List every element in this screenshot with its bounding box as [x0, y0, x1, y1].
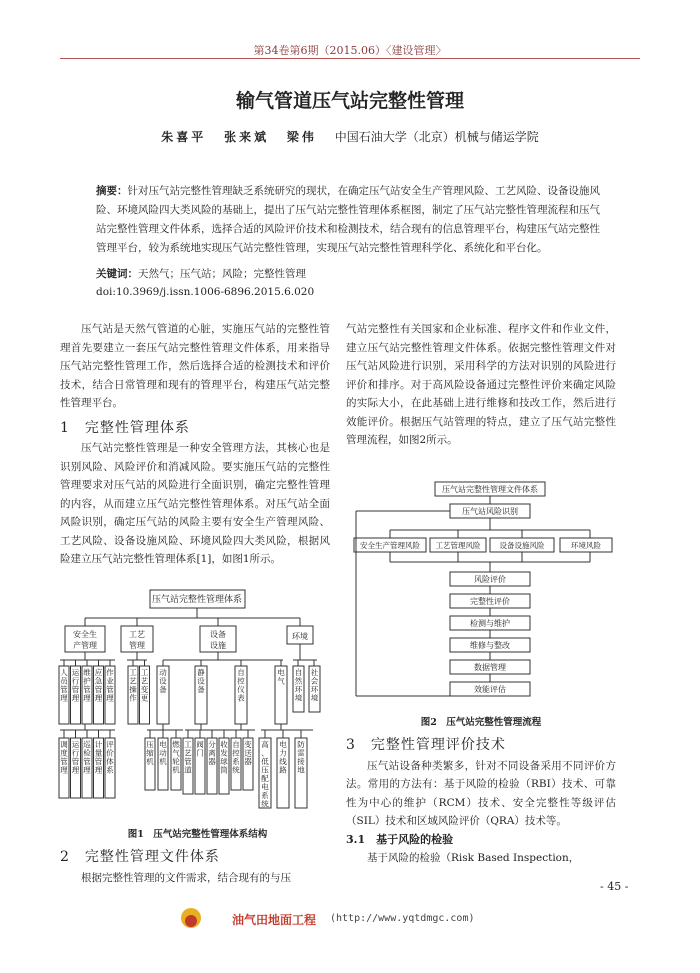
fig2-step-4: 数据管理 — [474, 663, 506, 672]
fig2-step-2: 检测与维护 — [470, 619, 510, 628]
fig1-l1-equip-b: 设施 — [210, 641, 226, 650]
fig2-risk-3: 设备设施风险 — [499, 541, 545, 550]
footer-brand: 油气田地面工程 — [232, 913, 317, 927]
journal-header: 第34卷第6期（2015.06）〈建设管理〉 — [253, 44, 447, 57]
fig1-stat-2: 分离器 — [208, 740, 216, 766]
fig1-stat-1: 阀门 — [196, 740, 204, 758]
fig1-elec-1: 电力线路 — [279, 740, 287, 775]
fig1-process-1: 工艺变更 — [140, 668, 149, 703]
header-rule — [60, 58, 640, 59]
author-line — [0, 128, 700, 145]
fig2-risk-1: 安全生产管理风险 — [360, 541, 420, 550]
fig1-stat-0: 工艺管道 — [184, 740, 192, 775]
author-3: 梁伟 — [286, 130, 317, 144]
fig1-env-1: 社会环境 — [310, 668, 319, 703]
fig1-root-label: 压气站完整性管理体系 — [151, 595, 243, 605]
figure-1-caption: 图1 压气站完整性管理体系结构 — [127, 829, 268, 840]
fig2-step-5: 效能评估 — [474, 685, 506, 694]
author-2: 张来斌 — [224, 130, 270, 144]
fig1-dyn-0: 压缩机 — [146, 740, 154, 766]
fig1-env-0: 自然环境 — [294, 668, 303, 703]
intro-paragraph: 压气站是天然气管道的心脏，实施压气站的完整性管理首先要建立一套压气站完整性管理文件体系，用来指导压气站完整性管理工作，然后选择合适的检测技术和评价技术，结合日常管理和现有的管理平台，构建压气站完整性管理平台。 — [60, 323, 330, 409]
section-3-heading: 3 完整性管理评价技术 — [346, 737, 506, 753]
affiliation: 中国石油大学（北京）机械与储运学院 — [334, 130, 539, 144]
fig2-step-0: 风险评价 — [474, 575, 506, 584]
doi: doi:10.3969/j.issn.1006-6896.2015.6.020 — [96, 286, 315, 298]
left-column — [60, 320, 330, 569]
footer-url: (http://www.yqtdmgc.com) — [330, 913, 475, 924]
figure-1-diagram — [55, 588, 340, 820]
fig1-safety-sub-4: 评价体系 — [106, 740, 114, 775]
section-1-text: 压气站完整性管理是一种安全管理方法，其核心也是识别风险、风险评价和消减风险。要实施压气站的完整性管理要求对压气站的风险进行全面识别，确定完整性管理的内容，从而建立压气站完整性管理体系。对压气站全面风险识别，确定压气站的风险主要有安全生产管理风险、工艺风险、设备设施风险、环境风险四大类风险，根据风险建立压气站完整性管理体系[1]，如图1所示。 — [60, 442, 330, 565]
fig2-risk-2: 工艺管理风险 — [435, 541, 481, 550]
fig1-equip-2: 自控仪表 — [237, 668, 245, 703]
section-3-1-text: 基于风险的检验（Risk Based Inspection， — [367, 852, 580, 864]
figure-2-flowchart — [350, 478, 615, 708]
fig1-process-0: 工艺操作 — [129, 668, 137, 703]
fig1-ctrl-0: 自控系统 — [232, 740, 240, 775]
fig1-safety-sub-2: 巡检管理 — [83, 740, 91, 775]
fig1-safety-3: 应急管理 — [94, 668, 103, 703]
fig1-safety-4: 作业管理 — [106, 668, 114, 703]
journal-logo-icon — [180, 907, 202, 929]
section-3-text: 压气站设备种类繁多，针对不同设备采用不同评价方法。常用的方法有：基于风险的检验（RBI）技术、可靠性为中心的维护（RCM）技术、安全完整性等级评估（SIL）技术和区域风险评价（QRA）技术等。 — [346, 759, 616, 827]
section-3-1-heading: 3.1 基于风险的检验 — [346, 832, 454, 846]
fig1-l1-env: 环境 — [292, 632, 308, 641]
figure-2-caption: 图2 压气站完整性管理流程 — [420, 717, 542, 728]
abstract-label: 摘要： — [96, 185, 128, 197]
right-column-bottom — [346, 736, 616, 868]
right-column — [346, 320, 616, 450]
keywords-label: 关键词： — [96, 268, 138, 280]
right-paragraph-1: 气站完整性有关国家和企业标准、程序文件和作业文件，建立压气站完整性管理文件体系。依据完整性管理文件对压气站风险进行识别，采用科学的方法对识别的风险进行评价和排序。对于高风险设备通过完整性评价来确定风险的实际大小，在此基础上进行维修和技改工作，然后进行效能评价。根据压气站管理的特点，建立了压气站完整性管理流程，如图2所示。 — [346, 323, 616, 446]
fig1-dyn-1: 电动机 — [159, 740, 167, 766]
fig1-dyn-2: 燃气轮机 — [172, 740, 180, 775]
fig2-step-chain — [450, 572, 530, 696]
fig1-equip-3: 电气 — [277, 668, 285, 686]
fig1-safety-1: 运行管理 — [71, 668, 80, 703]
fig1-elec-0: 高、低压配电系统 — [261, 740, 269, 809]
fig2-ident-label: 压气站风险识别 — [462, 507, 518, 516]
left-column-bottom — [60, 848, 330, 887]
section-1-heading: 1 完整性管理体系 — [60, 419, 190, 436]
fig1-l1-equip-a: 设备 — [210, 630, 226, 639]
abstract — [96, 182, 601, 258]
fig1-equip-0: 动设备 — [159, 668, 167, 694]
fig1-l1-process-b: 管理 — [129, 641, 145, 650]
fig1-elec-2: 防雷接地 — [297, 740, 305, 775]
fig1-safety-sub-3: 计量管理 — [94, 740, 103, 775]
page-number: - 45 - — [600, 880, 629, 893]
fig1-ctrl-1: 变送器 — [244, 740, 252, 766]
fig1-stat-3: 收发球筒 — [220, 740, 228, 775]
keywords — [96, 266, 601, 281]
fig2-top-label: 压气站完整性管理文件体系 — [442, 485, 538, 494]
fig2-step-1: 完整性评价 — [470, 597, 510, 606]
fig1-lower-tiers — [59, 660, 320, 809]
fig1-safety-2: 维护管理 — [83, 668, 91, 703]
fig1-l1-safety-b: 产管理 — [73, 641, 97, 650]
abstract-text: 针对压气站完整性管理缺乏系统研究的现状，在确定压气站安全生产管理风险、工艺风险、设备设施风险、环境风险四大类风险的基础上，提出了压气站完整性管理体系框图，制定了压气站完整性管理流程和压气站完整性管理文件体系，选择合适的风险评价技术和检测技术，结合现有的信息管理平台，构建压气站完整性管理平台，较为系统地实现压气站完整性管理，实现压气站完整性管理科学化、系统化和平台化。 — [96, 185, 600, 254]
fig1-safety-sub-1: 运行管理 — [71, 740, 80, 775]
author-1: 朱喜平 — [161, 130, 207, 144]
section-2-text: 根据完整性管理的文件需求，结合现有的与压 — [81, 871, 291, 884]
keywords-text: 天然气；压气站；风险；完整性管理 — [138, 268, 306, 280]
fig2-step-3: 维修与整改 — [470, 641, 510, 650]
fig2-risk-4: 环境风险 — [571, 541, 601, 550]
section-2-heading: 2 完整性管理文件体系 — [60, 849, 220, 865]
fig1-l1-process-a: 工艺 — [129, 630, 145, 639]
fig1-l1-safety-a: 安全生 — [73, 630, 97, 639]
fig1-equip-1: 静设备 — [197, 668, 205, 694]
paper-title: 输气管道压气站完整性管理 — [235, 90, 464, 112]
fig1-safety-sub-0: 调度管理 — [60, 740, 68, 775]
fig1-safety-0: 人员管理 — [60, 668, 68, 703]
